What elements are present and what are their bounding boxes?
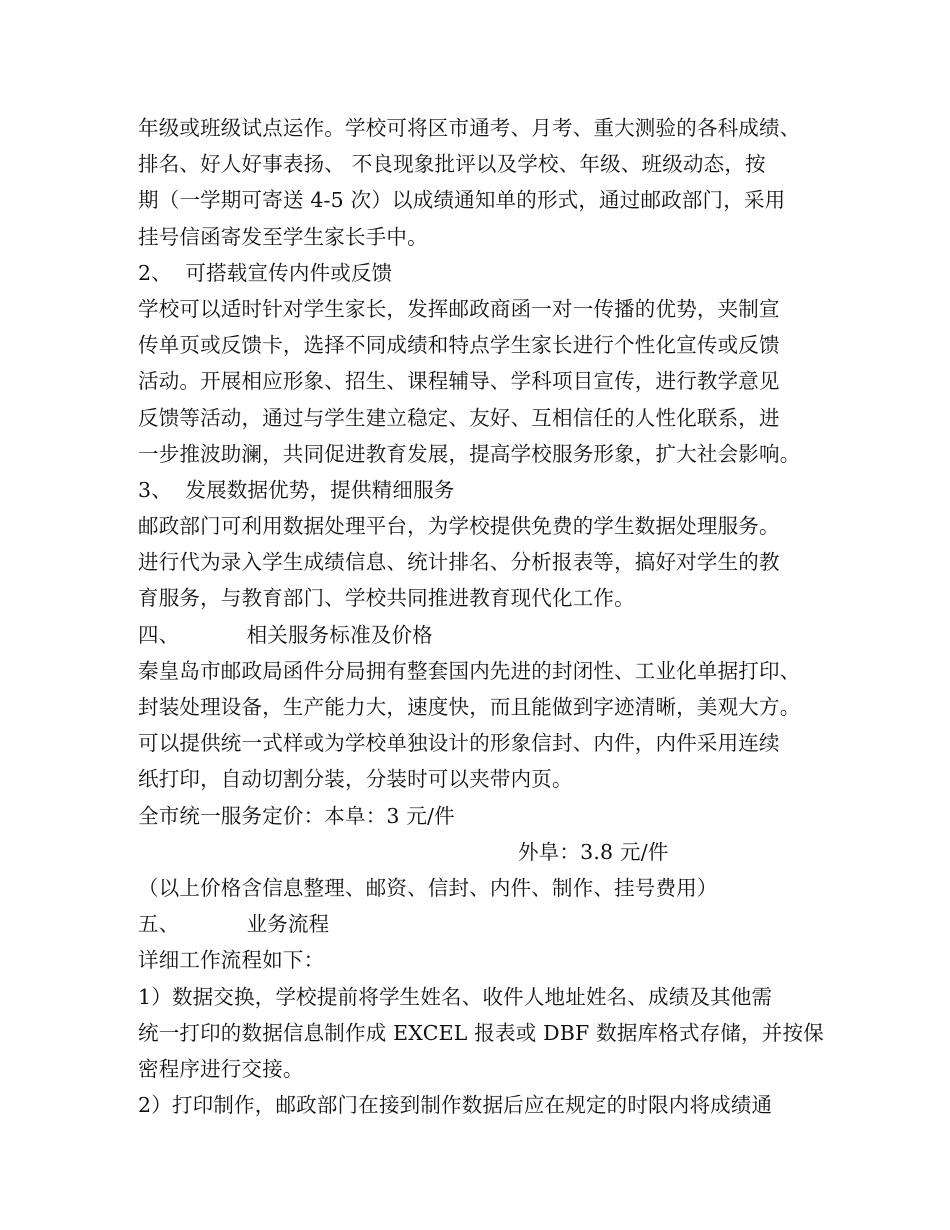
section-heading: 五、 业务流程 (138, 912, 330, 937)
paragraph-line: 挂号信函寄发至学生家长手中。 (138, 224, 428, 249)
document-body (138, 110, 828, 1123)
price-note: （以上价格含信息整理、邮资、信封、内件、制作、挂号费用） (138, 875, 718, 900)
paragraph-line: 反馈等活动，通过与学生建立稳定、友好、互相信任的人性化联系，进 (138, 405, 780, 430)
paragraph-line: 1）数据交换，学校提前将学生姓名、收件人地址姓名、成绩及其他需 (138, 984, 773, 1009)
section-heading: 四、 相关服务标准及价格 (138, 622, 433, 647)
paragraph-line: 传单页或反馈卡，选择不同成绩和特点学生家长进行个性化宣传或反馈 (138, 333, 780, 358)
paragraph-line: 进行代为录入学生成绩信息、统计排名、分析报表等，搞好对学生的教 (138, 550, 780, 575)
paragraph-line: 纸打印，自动切割分装，分装时可以夹带内页。 (138, 767, 573, 792)
paragraph-line: 期（一学期可寄送 4-5 次）以成绩通知单的形式，通过邮政部门，采用 (138, 188, 786, 213)
paragraph-line: 一步推波助澜，共同促进教育发展，提高学校服务形象，扩大社会影响。 (138, 441, 801, 466)
paragraph-line: 排名、好人好事表扬、 不良现象批评以及学校、年级、班级动态，按 (138, 152, 766, 177)
paragraph-line: 详细工作流程如下： (138, 948, 325, 973)
paragraph-line: 育服务，与教育部门、学校共同推进教育现代化工作。 (138, 586, 635, 611)
paragraph-line: 活动。开展相应形象、招生、课程辅导、学科项目宣传，进行教学意见 (138, 369, 780, 394)
paragraph-line: 统一打印的数据信息制作成 EXCEL 报表或 DBF 数据库格式存储，并按保 (138, 1020, 824, 1045)
price-line-outside: 外阜：3.8 元/件 (518, 839, 669, 864)
paragraph-line: 可以提供统一式样或为学校单独设计的形象信封、内件，内件采用连续 (138, 731, 780, 756)
paragraph-line: 密程序进行交接。 (138, 1056, 304, 1081)
paragraph-line: 封装处理设备，生产能力大，速度快，而且能做到字迹清晰，美观大方。 (138, 695, 801, 719)
paragraph-line: 年级或班级试点运作。学校可将区市通考、月考、重大测验的各科成绩、 (138, 116, 801, 140)
section-heading: 3、 发展数据优势，提供精细服务 (138, 477, 455, 502)
paragraph-line: 邮政部门可利用数据处理平台，为学校提供免费的学生数据处理服务。 (138, 514, 780, 539)
paragraph-line: 2）打印制作，邮政部门在接到制作数据后应在规定的时限内将成绩通 (138, 1093, 773, 1118)
price-line: 全市统一服务定价：本阜：3 元/件 (138, 803, 455, 828)
paragraph-line: 学校可以适时针对学生家长，发挥邮政商函一对一传播的优势，夹制宣 (138, 296, 780, 321)
paragraph-line: 秦皇岛市邮政局函件分局拥有整套国内先进的封闭性、工业化单据打印、 (138, 658, 801, 683)
section-heading: 2、 可搭载宣传内件或反馈 (138, 260, 393, 285)
